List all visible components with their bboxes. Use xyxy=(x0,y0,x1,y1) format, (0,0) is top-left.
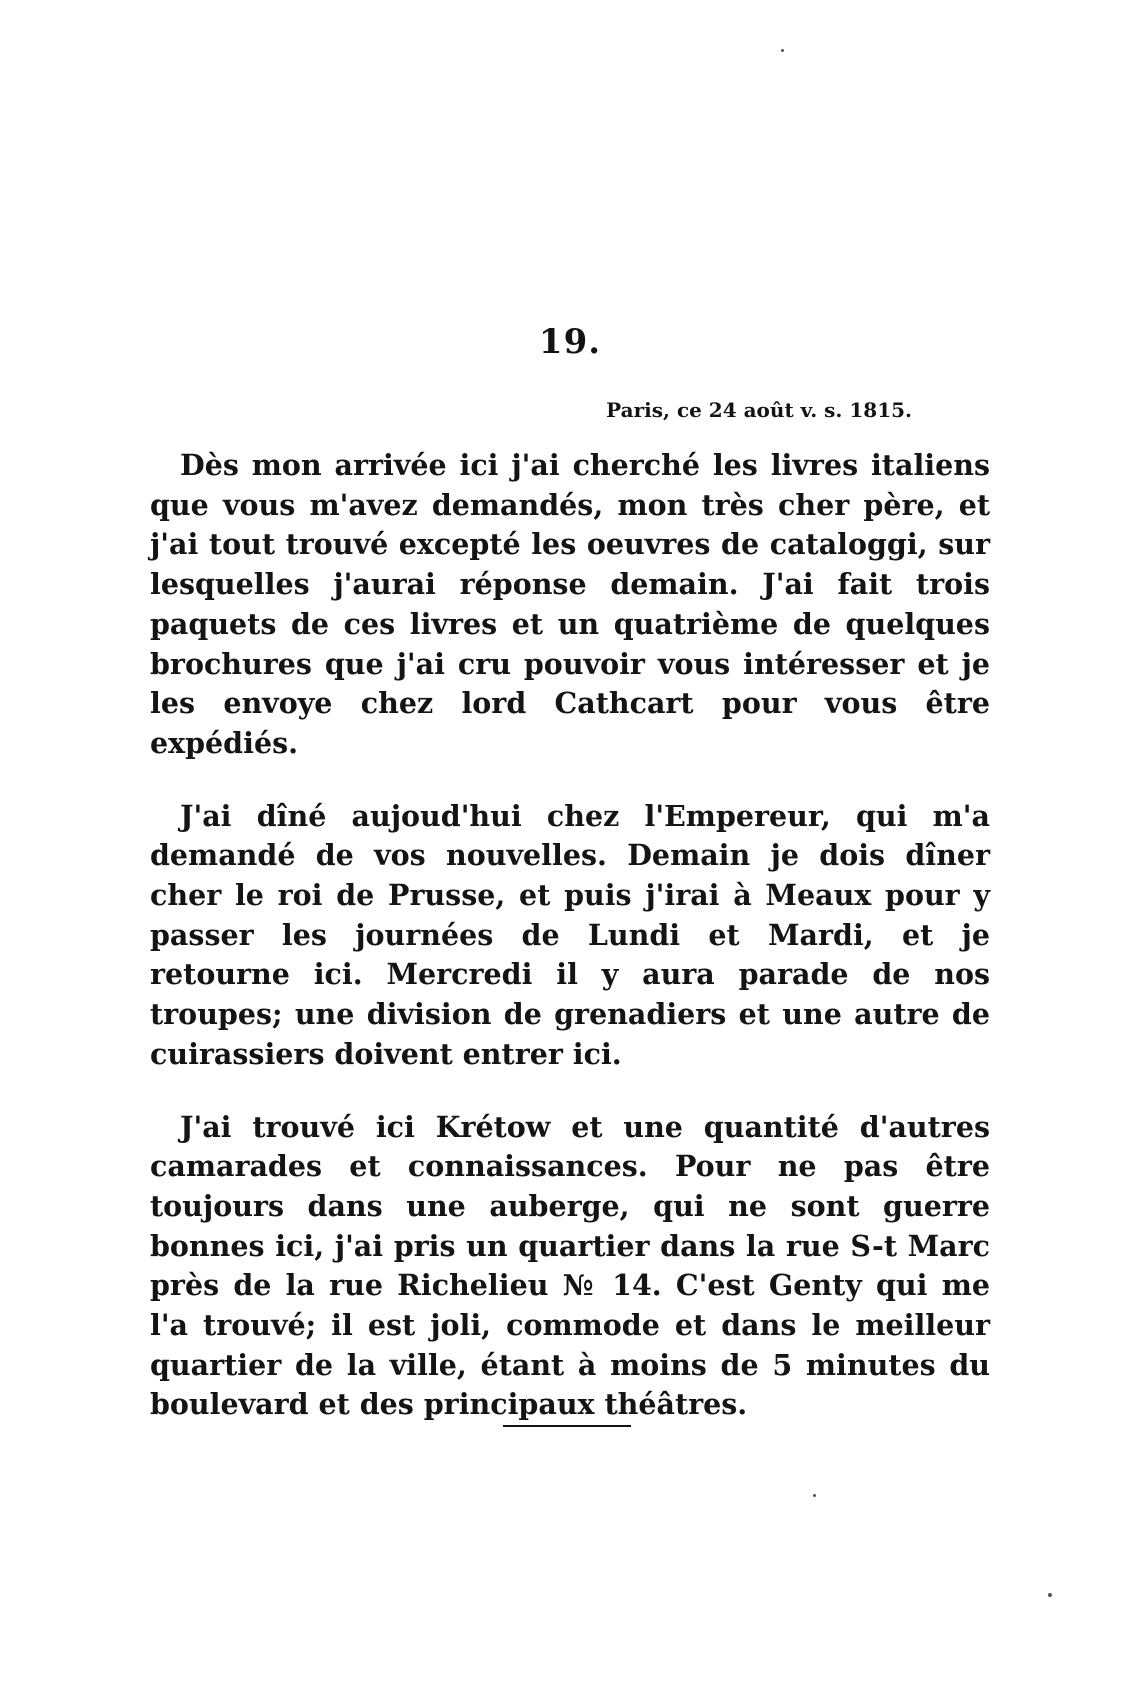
paragraph: J'ai dîné aujoud'hui chez l'Empereur, qui m'a demandé de vos nouvelles. Demain je dois dîner cher le roi de Prusse, et puis j'irai à Meaux pour y passer les journées de Lundi et Mardi, et je retourne ici. Mercredi il y aura parade de nos troupes; une division de grenadiers et une autre de cuirassiers doivent entrer ici. xyxy=(150,798,990,1071)
scan-speck xyxy=(781,49,784,52)
section-divider xyxy=(503,1425,631,1427)
scan-speck xyxy=(813,1494,816,1497)
letter-number: 19. xyxy=(538,322,602,362)
letter-body xyxy=(150,446,990,1425)
paragraph: J'ai trouvé ici Krétow et une quantité d'autres camarades et connaissances. Pour ne pas être toujours dans une auberge, qui ne sont guerre bonnes ici, j'ai pris un quartier dans la rue S-t Marc près de la rue Richelieu № 14. C'est Genty qui me l'a trouvé; il est joli, commode et dans le meilleur quartier de la ville, étant à moins de 5 minutes du boulevard et des principaux théâtres. xyxy=(150,1109,990,1422)
paragraph: Dès mon arrivée ici j'ai cherché les livres italiens que vous m'avez demandés, mon très cher père, et j'ai tout trouvé excepté les oeuvres de cataloggi, sur lesquelles j'aurai réponse demain. J'ai fait trois paquets de ces livres et un quatrième de quelques brochures que j'ai cru pouvoir vous intéresser et je les envoye chez lord Cathcart pour vous être expédiés. xyxy=(150,448,990,760)
dateline: Paris, ce 24 août v. s. 1815. xyxy=(606,398,912,422)
scan-speck xyxy=(1048,1593,1052,1597)
